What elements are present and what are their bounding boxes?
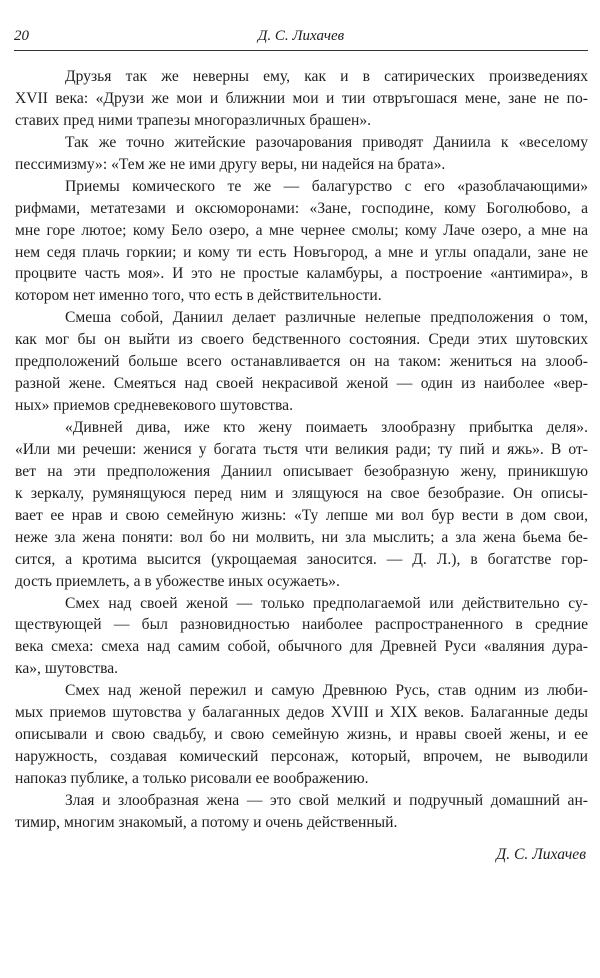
- text-line: разной жене. Смеяться над своей некрасивой женой — один из наиболее «вер-: [15, 375, 588, 393]
- text-line: Смех над своей женой — только предполагаемой или действительно су-: [65, 594, 588, 612]
- text-line: напоказ публике, а только рисовали ее воображению.: [15, 770, 369, 787]
- paragraph: [15, 132, 588, 176]
- body-text: [15, 66, 588, 834]
- text-line: Смех над женой пережил и самую Древнюю Русь, став одним из люби-: [65, 682, 588, 700]
- text-line: ставих пред ними трапезы многоразличных брашен».: [15, 111, 372, 129]
- text-line: XVII века: «Друзи же мои и ближнии мои и тии отвръгошася мене, зане не по-: [15, 89, 588, 107]
- text-line: Приемы комического те же — балагурство с его «разоблачающими»: [65, 177, 588, 195]
- paragraph: [15, 66, 588, 132]
- text-line: нем седя плачь горкии; и кому ти есть Новъгород, а мне и углы опадали, зане не: [15, 243, 588, 261]
- text-line: неже зла жена поняти: вол бо ни молвить, ни зла мыслить; а зла жена бьема бе-: [15, 528, 588, 546]
- text-line: вет на эти предположения Даниил описывает безобразную жену, приникшую: [15, 462, 588, 480]
- text-line: процвите часть моя». И это не простые каламбуры, а построение «антимира», в: [15, 265, 588, 283]
- text-line: как мог бы он выйти из своего бедственного состояния. Среди этих шутовских: [15, 331, 588, 349]
- paragraph: [15, 790, 588, 834]
- text-line: пессимизму»: «Тем же не ими другу веры, ни надейся на брата».: [15, 155, 446, 173]
- text-line: Друзья так же неверны ему, как и в сатирических произведениях: [65, 68, 588, 85]
- text-line: дость приемлеть, а в убожестве иных осужаеть».: [15, 572, 340, 590]
- page-header: [14, 28, 588, 51]
- page-number: 20: [14, 28, 29, 44]
- paragraph: [15, 417, 588, 593]
- text-line: наружность, создавая комический персонаж, который, впрочем, не выводили: [15, 748, 588, 766]
- text-line: ществующей — был разновидностью наиболее распространенного в средние: [15, 616, 588, 634]
- text-line: Смеша собой, Даниил делает различные нелепые предположения о том,: [65, 309, 588, 327]
- text-line: тимир, многим знакомый, а потому и очень действенный.: [15, 813, 398, 831]
- author-signature: Д. С. Лихачев: [496, 846, 586, 863]
- paragraph: [15, 176, 588, 308]
- paragraph: [15, 593, 588, 681]
- paragraph: [15, 307, 588, 417]
- running-title: Д. С. Лихачев: [257, 28, 345, 44]
- text-line: Злая и злообразная жена — это свой мелкий и подручный домашний ан-: [65, 791, 588, 809]
- text-line: мых приемов шутовства у балаганных дедов XVIII и XIX веков. Балаганные деды: [15, 704, 588, 722]
- text-line: ка», шутовства.: [15, 660, 119, 678]
- text-line: описывали и свою свадьбу, и свою семейную жизнь, и нравы своей жены, и ее: [15, 726, 588, 744]
- text-line: века смеха: смеха над самим собой, обычного для Древней Руси «валяния дура-: [15, 638, 588, 656]
- text-line: мне горе лютое; кому Бело озеро, а мне чернее смолы; кому Лаче озеро, а мне на: [15, 221, 588, 239]
- text-line: рифмами, метатезами и оксюморонами: «Зане, господине, кому Боголюбово, а: [15, 199, 588, 217]
- text-line: предположений больше всего останавливается он на таком: жениться на злооб-: [15, 353, 588, 371]
- text-line: ных» приемов средневекового шутовства.: [15, 397, 294, 415]
- paragraph: [15, 680, 588, 790]
- text-line: котором нет именно того, что есть в действительности.: [15, 287, 382, 305]
- text-line: Так же точно житейские разочарования приводят Даниила к «веселому: [65, 133, 588, 151]
- text-line: к зеркалу, румянящуюся перед ним и злящуюся на свое безобразие. Он описы-: [15, 484, 588, 502]
- text-line: «Или ми речеши: женися у богата тьстя чти великия ради; ту пий и яжь». В от-: [15, 440, 588, 458]
- text-line: вает ее нрав и свою семейную жизнь: «Ту лепше ми вол бур вести в дом свои,: [15, 506, 588, 524]
- text-line: «Дивней дива, иже кто жену поимаеть злообразну прибытка деля».: [65, 419, 588, 436]
- text-line: сится, а кротима высится (укрощаемая заносится. — Д. Л.), в богатстве гор-: [15, 550, 588, 568]
